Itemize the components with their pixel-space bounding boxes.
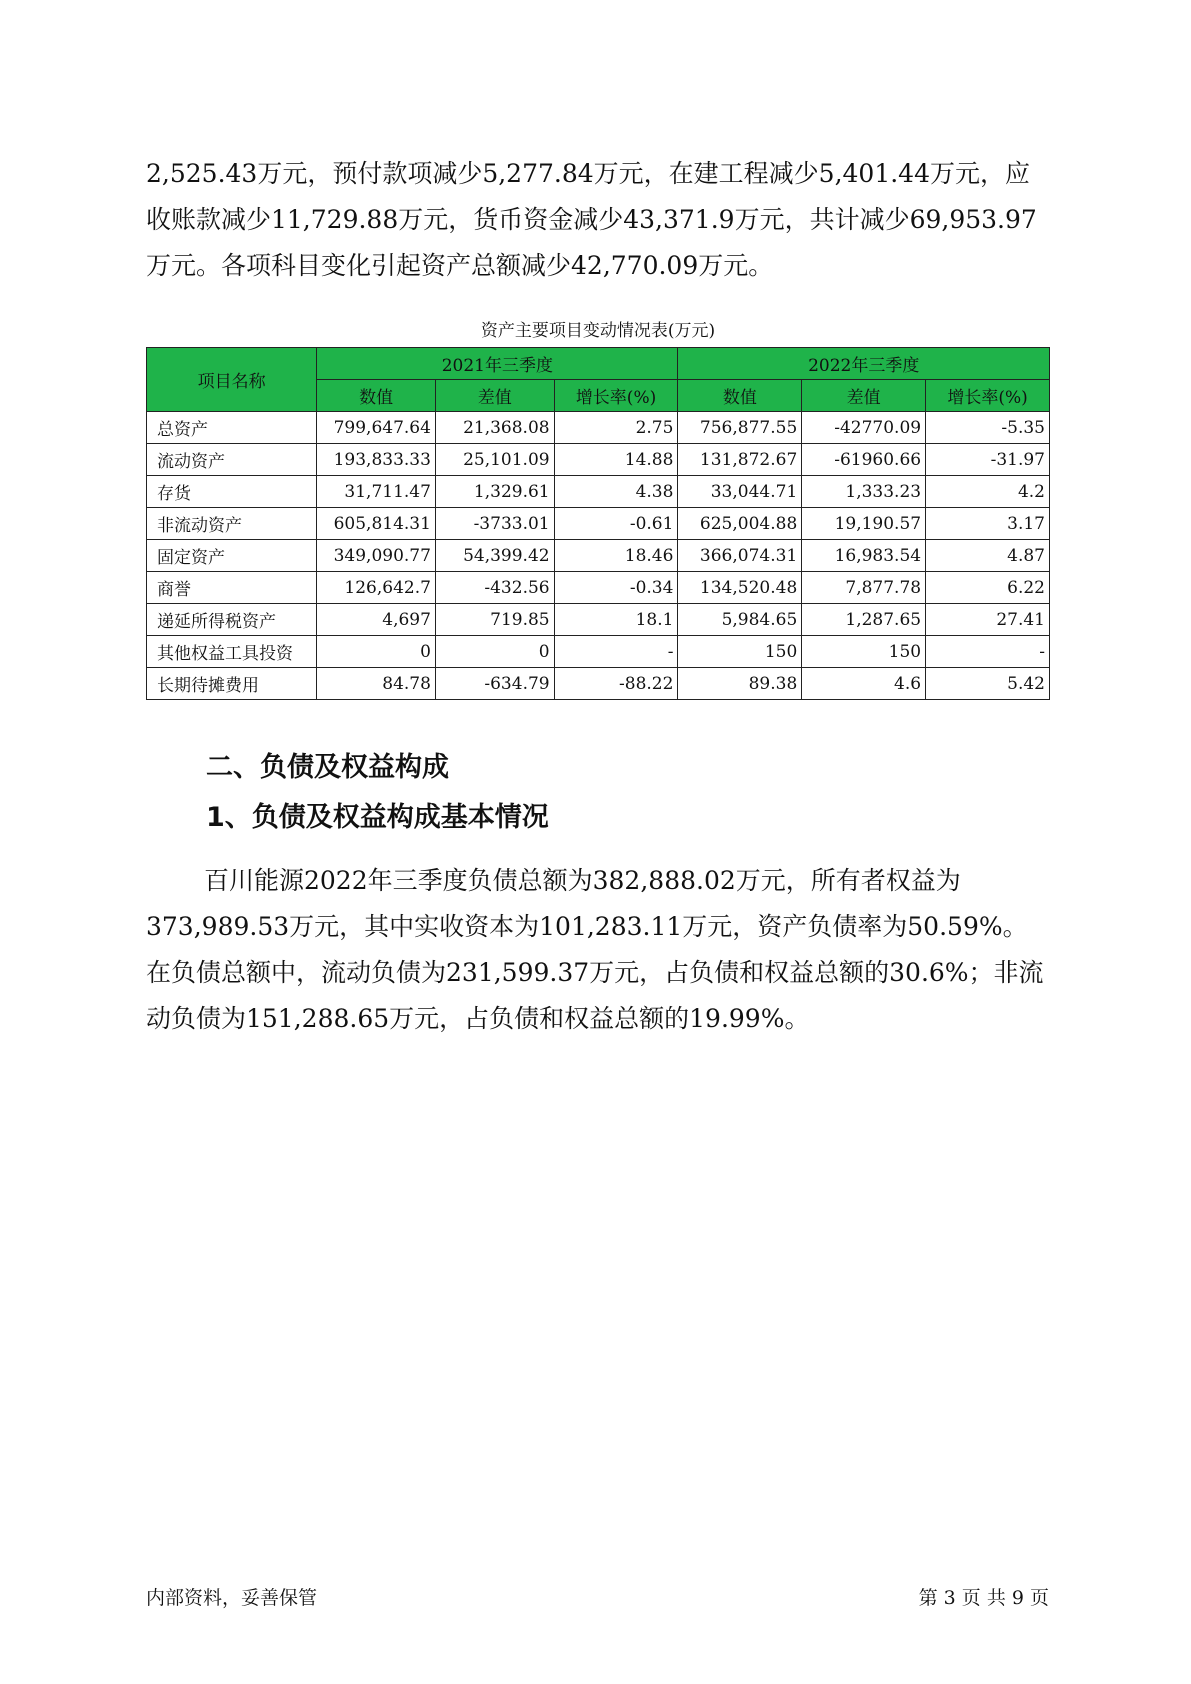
table-row <box>147 476 1050 508</box>
growth-2021: 18.1 <box>554 604 678 636</box>
header-period-2021: 2021年三季度 <box>317 348 678 380</box>
value-2021: 349,090.77 <box>317 540 436 572</box>
diff-2022: 1,333.23 <box>802 476 926 508</box>
value-2022: 625,004.88 <box>678 508 802 540</box>
diff-2022: -42770.09 <box>802 412 926 444</box>
diff-2022: 16,983.54 <box>802 540 926 572</box>
row-name: 商誉 <box>147 572 317 604</box>
growth-2022: - <box>926 636 1050 668</box>
table-header-row <box>147 348 1050 380</box>
footer-confidential-note: 内部资料，妥善保管 <box>146 1587 318 1609</box>
growth-2022: 4.2 <box>926 476 1050 508</box>
diff-2022: 4.6 <box>802 668 926 700</box>
growth-2022: 6.22 <box>926 572 1050 604</box>
subsection-heading: 1、负债及权益构成基本情况 <box>206 802 549 833</box>
diff-2021: 719.85 <box>435 604 554 636</box>
diff-2021: 54,399.42 <box>435 540 554 572</box>
subheader-value-2022: 数值 <box>678 380 802 412</box>
value-2021: 84.78 <box>317 668 436 700</box>
diff-2021: 21,368.08 <box>435 412 554 444</box>
asset-change-table <box>146 347 1050 700</box>
growth-2022: -5.35 <box>926 412 1050 444</box>
section-heading: 二、负债及权益构成 <box>206 752 449 783</box>
value-2021: 193,833.33 <box>317 444 436 476</box>
growth-2021: -0.34 <box>554 572 678 604</box>
table-row <box>147 636 1050 668</box>
growth-2022: 3.17 <box>926 508 1050 540</box>
row-name: 存货 <box>147 476 317 508</box>
growth-2022: 27.41 <box>926 604 1050 636</box>
growth-2021: - <box>554 636 678 668</box>
subheader-growth-2021: 增长率(%) <box>554 380 678 412</box>
diff-2022: 7,877.78 <box>802 572 926 604</box>
value-2021: 799,647.64 <box>317 412 436 444</box>
row-name: 总资产 <box>147 412 317 444</box>
row-name: 其他权益工具投资 <box>147 636 317 668</box>
table-row <box>147 508 1050 540</box>
growth-2022: 4.87 <box>926 540 1050 572</box>
value-2021: 4,697 <box>317 604 436 636</box>
subheader-diff-2021: 差值 <box>435 380 554 412</box>
subheader-value-2021: 数值 <box>317 380 436 412</box>
table-caption: 资产主要项目变动情况表(万元) <box>480 321 716 341</box>
table-row <box>147 668 1050 700</box>
value-2022: 756,877.55 <box>678 412 802 444</box>
growth-2022: -31.97 <box>926 444 1050 476</box>
diff-2021: -3733.01 <box>435 508 554 540</box>
value-2021: 126,642.7 <box>317 572 436 604</box>
table-row <box>147 604 1050 636</box>
value-2021: 31,711.47 <box>317 476 436 508</box>
table-row <box>147 540 1050 572</box>
row-name: 固定资产 <box>147 540 317 572</box>
growth-2021: -0.61 <box>554 508 678 540</box>
diff-2021: 25,101.09 <box>435 444 554 476</box>
row-name: 非流动资产 <box>147 508 317 540</box>
growth-2021: 18.46 <box>554 540 678 572</box>
subheader-diff-2022: 差值 <box>802 380 926 412</box>
row-name: 长期待摊费用 <box>147 668 317 700</box>
value-2022: 33,044.71 <box>678 476 802 508</box>
subheader-growth-2022: 增长率(%) <box>926 380 1050 412</box>
growth-2021: -88.22 <box>554 668 678 700</box>
table-row <box>147 572 1050 604</box>
value-2022: 131,872.67 <box>678 444 802 476</box>
diff-2021: -432.56 <box>435 572 554 604</box>
header-period-2022: 2022年三季度 <box>678 348 1050 380</box>
diff-2022: -61960.66 <box>802 444 926 476</box>
diff-2021: 1,329.61 <box>435 476 554 508</box>
value-2021: 0 <box>317 636 436 668</box>
diff-2022: 150 <box>802 636 926 668</box>
value-2022: 150 <box>678 636 802 668</box>
value-2022: 366,074.31 <box>678 540 802 572</box>
value-2022: 134,520.48 <box>678 572 802 604</box>
liabilities-paragraph <box>146 858 1046 1042</box>
row-name: 流动资产 <box>147 444 317 476</box>
intro-paragraph: 2,525.43万元，预付款项减少5,277.84万元，在建工程减少5,401.44万元，应收账款减少11,729.88万元，货币资金减少43,371.9万元，共计减少69,953.97万元。各项科目变化引起资产总额减少42,770.09万元。 <box>146 159 1037 280</box>
diff-2021: 0 <box>435 636 554 668</box>
liabilities-text: 百川能源2022年三季度负债总额为382,888.02万元，所有者权益为373,989.53万元，其中实收资本为101,283.11万元，资产负债率为50.59%。在负债总额中，流动负债为231,599.37万元，占负债和权益总额的30.6%；非流动负债为151,288.65万元，占负债和权益总额的19.99%。 <box>146 866 1044 1033</box>
diff-2021: -634.79 <box>435 668 554 700</box>
footer-page-number: 第 3 页 共 9 页 <box>918 1587 1049 1609</box>
value-2022: 5,984.65 <box>678 604 802 636</box>
value-2021: 605,814.31 <box>317 508 436 540</box>
growth-2021: 4.38 <box>554 476 678 508</box>
table-row <box>147 412 1050 444</box>
growth-2021: 2.75 <box>554 412 678 444</box>
growth-2022: 5.42 <box>926 668 1050 700</box>
diff-2022: 19,190.57 <box>802 508 926 540</box>
value-2022: 89.38 <box>678 668 802 700</box>
growth-2021: 14.88 <box>554 444 678 476</box>
header-item-name: 项目名称 <box>147 348 317 412</box>
diff-2022: 1,287.65 <box>802 604 926 636</box>
row-name: 递延所得税资产 <box>147 604 317 636</box>
table-row <box>147 444 1050 476</box>
